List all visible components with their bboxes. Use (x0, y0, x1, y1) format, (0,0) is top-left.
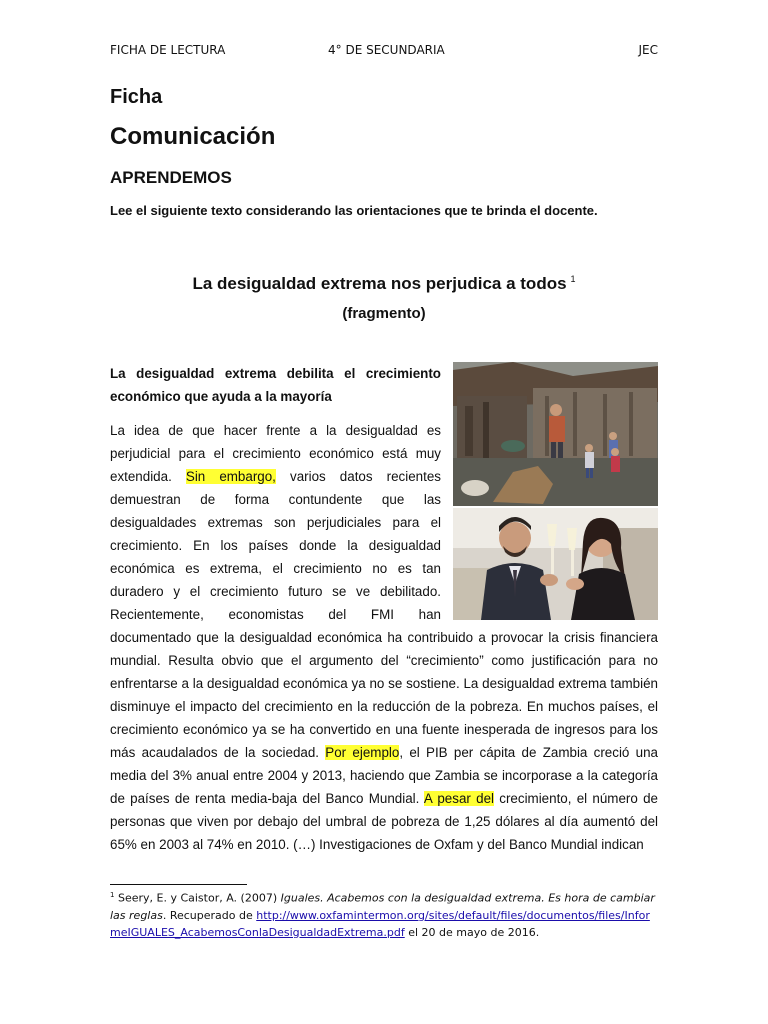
text-segment: , el PIB per cápita de Zambia creció una media del 3% anual entre 2004 y 2013, haciendo que Zambia se incorporase a la categoría de países de renta media-baja del Banco Mundial. (110, 745, 658, 806)
article-images (453, 362, 658, 620)
footnote-work-title: Iguales. Acabemos con la desigualdad extrema. Es hora de cambiar las reglas (110, 891, 655, 922)
page-header (110, 43, 658, 59)
footnote-reference: 1 (570, 274, 576, 285)
article-subheading: La desigualdad extrema debilita el crecimiento económico que ayuda a la mayoría (110, 366, 441, 404)
article-body (110, 362, 658, 856)
footnote-marker: 1 (110, 891, 115, 899)
header-right: JEC (638, 43, 658, 57)
ficha-heading: Ficha (110, 86, 163, 108)
footnote (110, 887, 658, 941)
article-title-text: La desigualdad extrema nos perjudica a todos (192, 274, 567, 293)
text-segment: La idea de que hacer frente a la desigualdad es perjudicial para el crecimiento económico está muy extendida. (110, 423, 441, 484)
highlighted-connector: Por ejemplo (325, 745, 400, 760)
footnote-link[interactable]: http://www.oxfamintermon.org/sites/default/files/documentos/files/InformeIGUALES_AcabemosConlaDesigualdadExtrema.pdf (110, 908, 650, 939)
highlighted-connector: A pesar del (423, 791, 494, 806)
header-center: 4° DE SECUNDARIA (328, 43, 445, 57)
footnote-date: el 20 de mayo de 2016. (404, 925, 540, 939)
text-segment: varios datos recientes demuestran de forma contundente que las desigualdades extremas son perjudiciales para el crecimiento. En los países donde la desigualdad económica es extrema, el crecimiento no es tan duradero y el crecimiento futuro se ve debilitado. Recientemente, economistas del FMI han documentado que la desigualdad económica ha contribuido a provocar la crisis financiera mundial. Resulta obvio que el argumento del “crecimiento” como justificación para no enfrentarse a la desigualdad económica ya no se sostiene. La desigualdad extrema también disminuye el impacto del crecimiento en la reducción de la pobreza. En muchos países, el crecimiento económico ya se ha convertido en una fuente inesperada de ingresos para los más acaudalados de la sociedad. (110, 469, 658, 760)
text-segment: crecimiento, el número de personas que viven por debajo del umbral de pobreza de 1,25 dólares al día aumentó del 65% en 2003 al 74% en 2010. (…) Investigaciones de Oxfam y del Banco Mundial indican (110, 791, 658, 852)
footnote-recovered: . Recuperado de (162, 908, 257, 922)
article-subtitle: (fragmento) (342, 305, 426, 322)
poverty-village-photo (453, 362, 658, 506)
header-left: FICHA DE LECTURA (110, 43, 226, 57)
footnote-divider (110, 884, 247, 885)
highlighted-connector: Sin embargo, (185, 469, 276, 484)
footnote-authors: Seery, E. y Caistor, A. (2007) (114, 891, 281, 905)
subject-heading: Comunicación (110, 123, 276, 150)
article-title (110, 274, 658, 294)
wealthy-couple-toast-photo (453, 508, 658, 620)
section-heading: APRENDEMOS (110, 168, 232, 187)
instruction-text: Lee el siguiente texto considerando las orientaciones que te brinda el docente. (110, 203, 598, 218)
